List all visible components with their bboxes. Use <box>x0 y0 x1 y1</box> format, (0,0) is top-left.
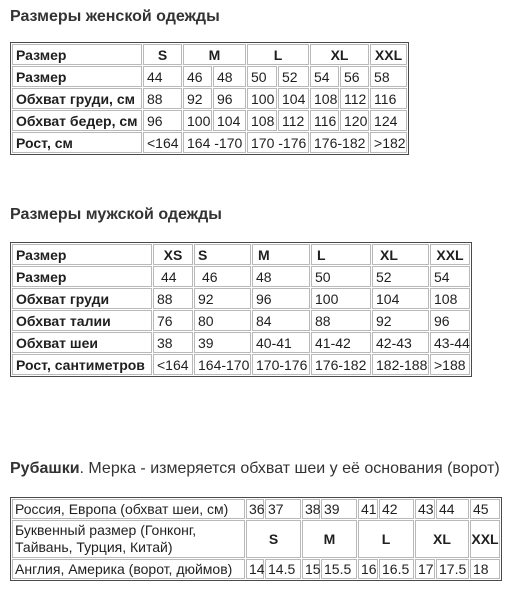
table-cell: 45 <box>470 499 500 519</box>
table-cell: 116 <box>370 88 407 109</box>
table-row <box>12 354 470 375</box>
table-cell: 41 <box>358 499 378 519</box>
table-cell: 17 <box>415 559 435 579</box>
table-cell: 92 <box>183 88 212 109</box>
table-cell: 170 -176 <box>247 132 309 153</box>
table-cell: 14 <box>246 559 264 579</box>
table-cell: 36 <box>246 499 264 519</box>
row-label: Рост, см <box>12 132 142 153</box>
table-cell: 100 <box>247 88 277 109</box>
table-cell: 164-170 <box>194 354 251 375</box>
table-cell: 18 <box>470 559 500 579</box>
row-label: Россия, Европа (обхват шеи, см) <box>12 499 245 519</box>
table-header-row <box>12 44 407 65</box>
size-header-s: S <box>143 44 182 65</box>
women-size-table <box>10 42 409 155</box>
table-row <box>12 310 470 331</box>
table-cell: 96 <box>252 288 310 309</box>
table-cell: 46 <box>183 66 212 87</box>
table-cell: 17.5 <box>436 559 469 579</box>
table-cell: >188 <box>430 354 470 375</box>
table-cell: 15.5 <box>321 559 357 579</box>
row-label: Буквенный размер (Гонконг, Тайвань, Турция, Китай) <box>12 520 245 558</box>
size-header-m: M <box>183 44 246 65</box>
table-cell: 104 <box>213 110 246 131</box>
table-cell: 112 <box>340 88 369 109</box>
size-header-xxl: XXL <box>430 244 470 265</box>
shirts-title-description: . Мерка - измеряется обхват шеи у её основания (ворот) <box>79 460 500 477</box>
table-cell: 108 <box>247 110 277 131</box>
table-cell: 37 <box>265 499 301 519</box>
table-cell: 182-188 <box>372 354 429 375</box>
table-cell: 16 <box>358 559 378 579</box>
table-cell: 92 <box>194 288 251 309</box>
size-header-s: S <box>194 244 251 265</box>
table-cell: 84 <box>252 310 310 331</box>
table-cell: 52 <box>372 266 429 287</box>
table-cell: 104 <box>278 88 309 109</box>
size-letter-xl: XL <box>415 520 469 558</box>
table-row <box>12 520 500 558</box>
table-cell: 14.5 <box>265 559 301 579</box>
table-cell: 39 <box>194 332 251 353</box>
table-cell: 54 <box>430 266 470 287</box>
table-cell: 112 <box>278 110 309 131</box>
table-header-row <box>12 244 470 265</box>
row-label: Обхват талии <box>12 310 152 331</box>
size-header-xxl: XXL <box>370 44 407 65</box>
row-label: Размер <box>12 266 152 287</box>
table-row <box>12 499 500 519</box>
table-cell: 96 <box>430 310 470 331</box>
table-cell: 80 <box>194 310 251 331</box>
size-header-xl: XL <box>310 44 369 65</box>
header-label: Размер <box>12 244 152 265</box>
table-cell: 176-182 <box>310 132 369 153</box>
table-cell: 50 <box>311 266 371 287</box>
table-row <box>12 332 470 353</box>
table-cell: 48 <box>213 66 246 87</box>
table-cell: 41-42 <box>311 332 371 353</box>
table-cell: 108 <box>430 288 470 309</box>
table-cell: 38 <box>302 499 320 519</box>
table-cell: 52 <box>278 66 309 87</box>
table-cell: 96 <box>213 88 246 109</box>
row-label: Обхват груди, см <box>12 88 142 109</box>
row-label: Обхват шеи <box>12 332 152 353</box>
table-cell: 120 <box>340 110 369 131</box>
table-cell: 108 <box>310 88 339 109</box>
table-cell: 42 <box>379 499 414 519</box>
table-cell: 58 <box>370 66 407 87</box>
size-header-xl: XL <box>372 244 429 265</box>
table-cell: 42-43 <box>372 332 429 353</box>
table-row <box>12 559 500 579</box>
table-cell: 54 <box>310 66 339 87</box>
table-cell: 40-41 <box>252 332 310 353</box>
table-cell: 43 <box>415 499 435 519</box>
table-cell: >182 <box>370 132 407 153</box>
table-cell: 92 <box>372 310 429 331</box>
shirts-section-title <box>10 460 500 478</box>
table-cell: <164 <box>153 354 193 375</box>
men-size-table <box>10 242 472 377</box>
table-cell: 46 <box>194 266 251 287</box>
table-row <box>12 110 407 131</box>
table-row <box>12 66 407 87</box>
table-row <box>12 288 470 309</box>
table-cell: 39 <box>321 499 357 519</box>
row-label: Рост, сантиметров <box>12 354 152 375</box>
table-cell: 43-44 <box>430 332 470 353</box>
table-cell: 48 <box>252 266 310 287</box>
table-cell: 44 <box>153 266 193 287</box>
table-cell: 88 <box>311 310 371 331</box>
size-header-xs: XS <box>153 244 193 265</box>
table-cell: 44 <box>143 66 182 87</box>
row-label: Обхват бедер, см <box>12 110 142 131</box>
table-cell: 104 <box>372 288 429 309</box>
table-cell: 96 <box>143 110 182 131</box>
table-row <box>12 266 470 287</box>
size-letter-s: S <box>246 520 301 558</box>
men-section-title: Размеры мужской одежды <box>10 206 222 223</box>
table-cell: 15 <box>302 559 320 579</box>
table-cell: 56 <box>340 66 369 87</box>
table-cell: 76 <box>153 310 193 331</box>
shirts-size-table <box>10 497 502 581</box>
table-cell: 100 <box>183 110 212 131</box>
table-cell: 38 <box>153 332 193 353</box>
size-letter-l: L <box>358 520 414 558</box>
table-cell: 88 <box>143 88 182 109</box>
table-cell: 50 <box>247 66 277 87</box>
header-label: Размер <box>12 44 142 65</box>
table-cell: 116 <box>310 110 339 131</box>
table-cell: 164 -170 <box>183 132 246 153</box>
table-cell: 88 <box>153 288 193 309</box>
size-header-m: M <box>252 244 310 265</box>
table-cell: 44 <box>436 499 469 519</box>
row-label: Размер <box>12 66 142 87</box>
size-header-l: L <box>311 244 371 265</box>
women-section-title: Размеры женской одежды <box>10 8 220 25</box>
table-cell: 170-176 <box>252 354 310 375</box>
table-cell: 16.5 <box>379 559 414 579</box>
row-label: Обхват груди <box>12 288 152 309</box>
table-row <box>12 132 407 153</box>
row-label: Англия, Америка (ворот, дюймов) <box>12 559 245 579</box>
table-cell: 176-182 <box>311 354 371 375</box>
size-letter-xxl: XXL <box>470 520 500 558</box>
size-header-l: L <box>247 44 309 65</box>
table-cell: <164 <box>143 132 182 153</box>
table-cell: 124 <box>370 110 407 131</box>
size-letter-m: M <box>302 520 357 558</box>
shirts-title-bold: Рубашки <box>10 460 80 477</box>
table-row <box>12 88 407 109</box>
table-cell: 100 <box>311 288 371 309</box>
